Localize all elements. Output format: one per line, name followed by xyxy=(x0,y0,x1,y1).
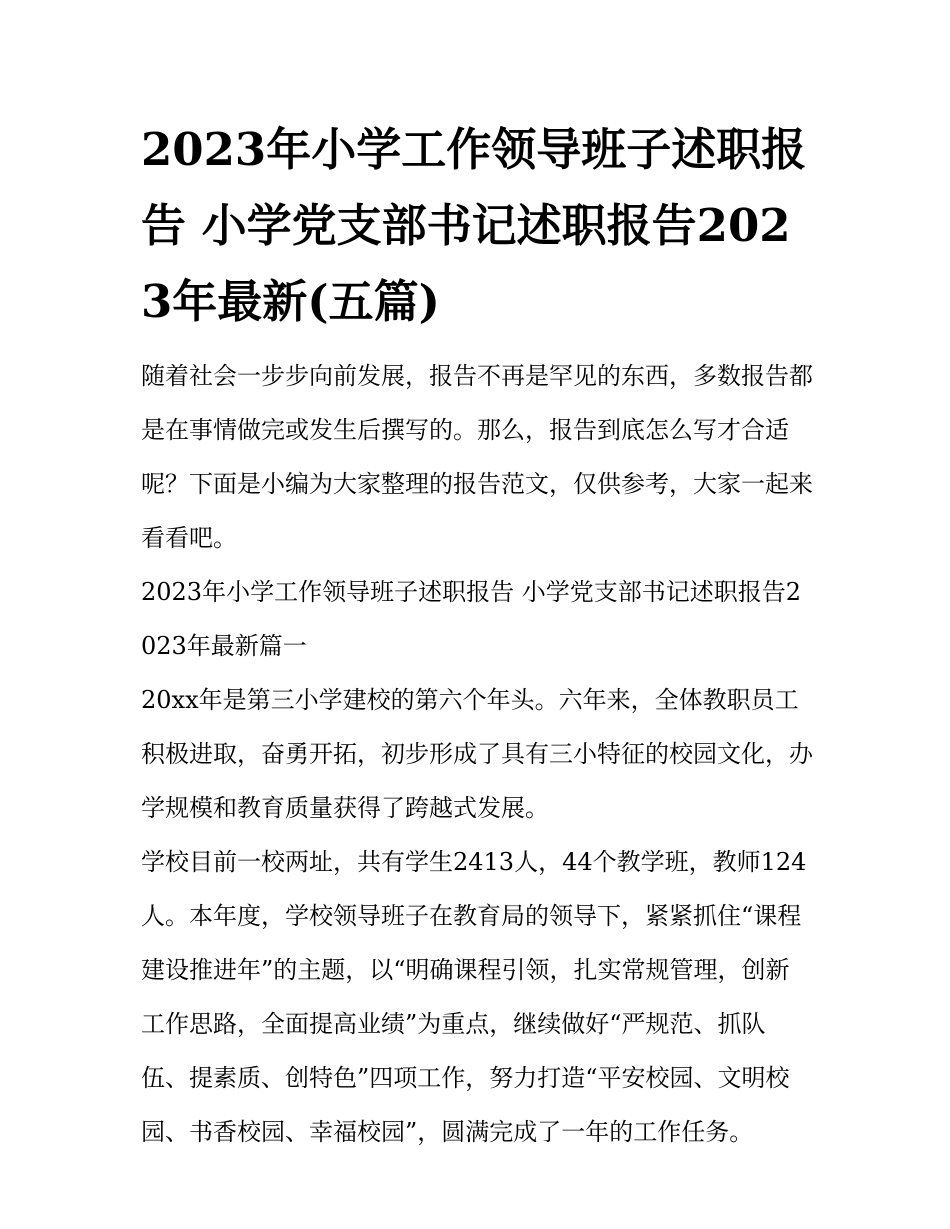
body-paragraph: 学校目前一校两址，共有学生2413人，44个教学班，教师124人。本年度，学校领导班子在教育局的领导下，紧紧抓住“课程建设推进年”的主题，以“明确课程引领，扎实常规管理，创新工作思路，全面提高业绩”为重点，继续做好“严规范、抓队伍、提素质、创特色”四项工作，努力打造“平安校园、文明校园、书香校园、幸福校园”，圆满完成了一年的工作任务。 xyxy=(141,848,807,1146)
body-paragraph: 20xx年是第三小学建校的第六个年头。六年来，全体教职员工积极进取，奋勇开拓，初步形成了具有三小特征的校园文化，办学规模和教育质量获得了跨越式发展。 xyxy=(141,686,813,822)
document-body xyxy=(141,112,813,1159)
intro-paragraph: 随着社会一步步向前发展，报告不再是罕见的东西，多数报告都是在事情做完或发生后撰写的。那么，报告到底怎么写才合适呢？下面是小编为大家整理的报告范文，仅供参考，大家一起来看看吧。 xyxy=(141,362,813,552)
paragraph-list xyxy=(141,349,813,1159)
document-title: 2023年小学工作领导班子述职报告 小学党支部书记述职报告2023年最新(五篇) xyxy=(141,123,807,328)
section-heading: 2023年小学工作领导班子述职报告 小学党支部书记述职报告2023年最新篇一 xyxy=(141,578,801,660)
